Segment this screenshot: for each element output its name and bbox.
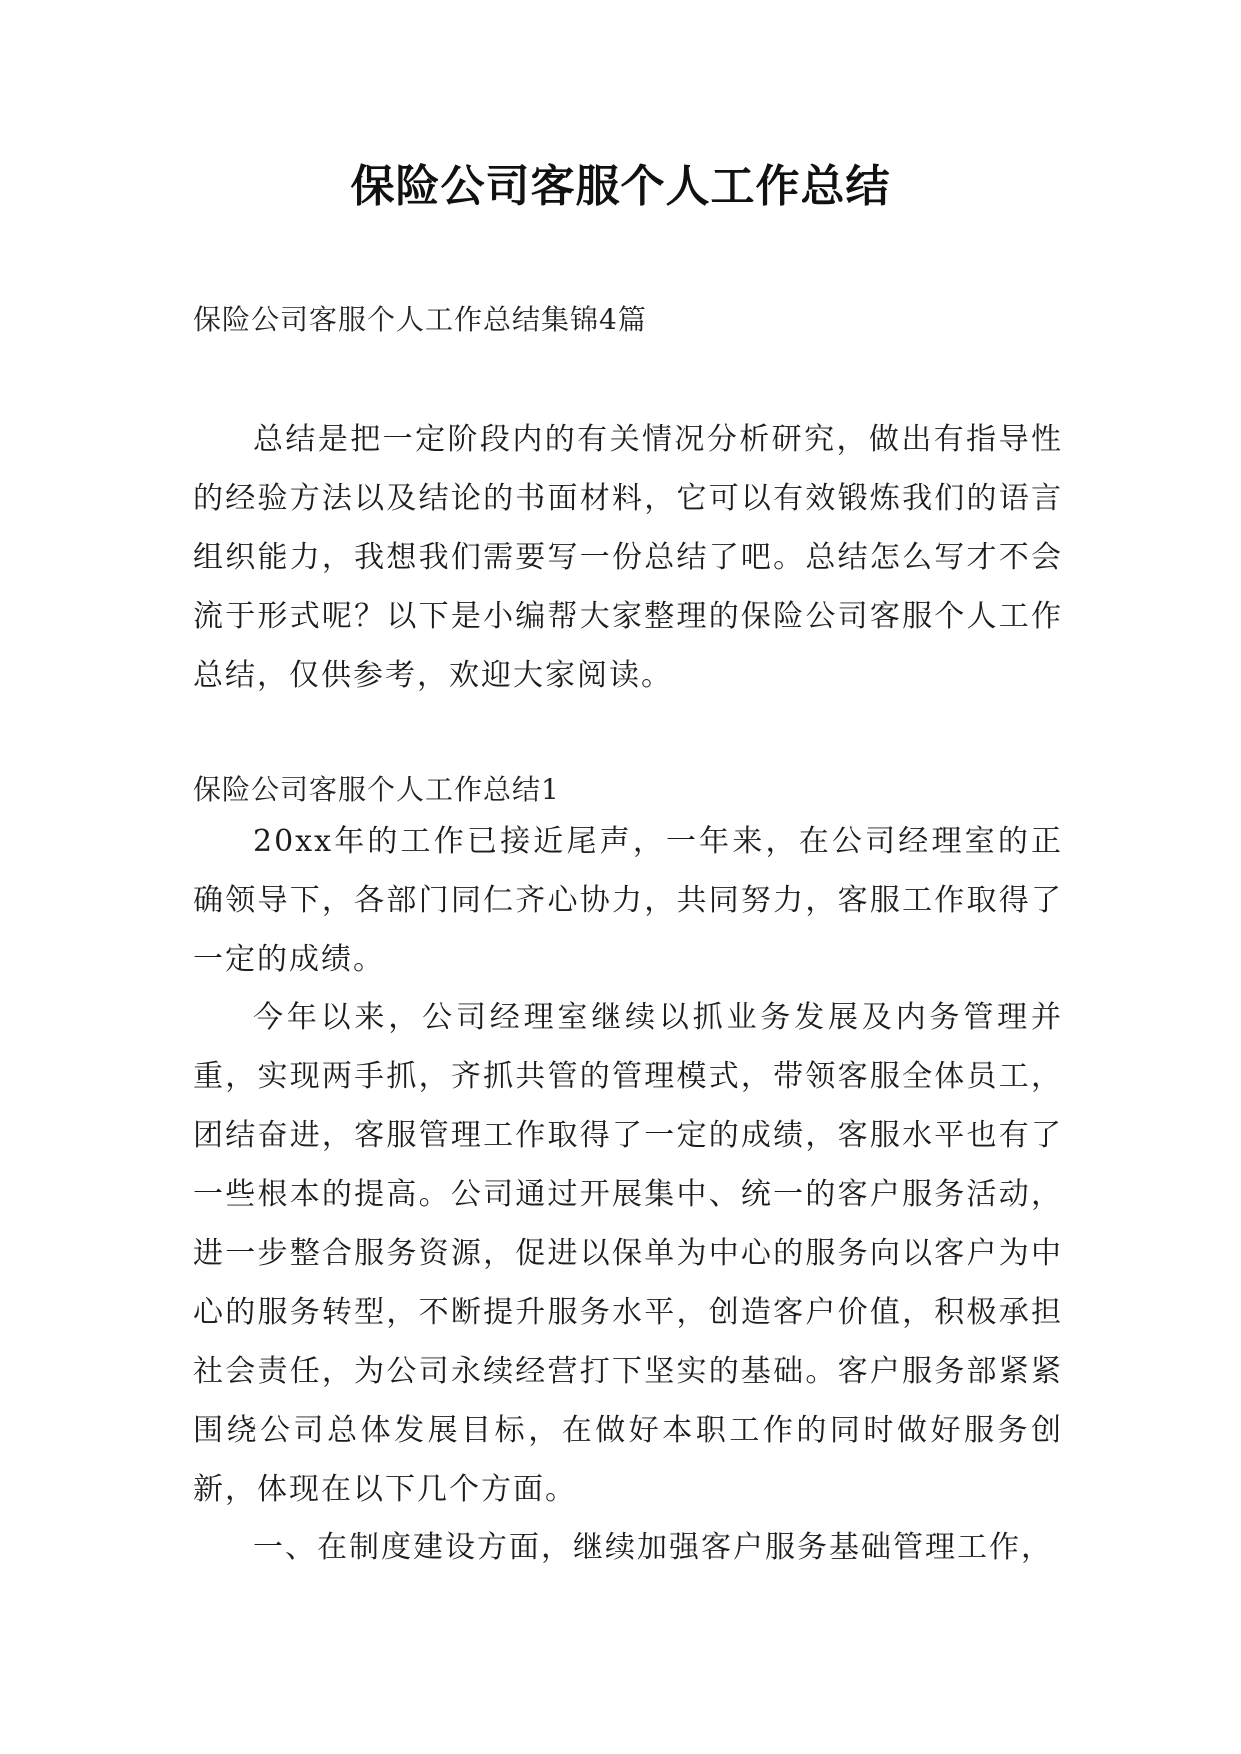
document-title: 保险公司客服个人工作总结 xyxy=(350,161,891,212)
intro-paragraph: 总结是把一定阶段内的有关情况分析研究，做出有指导性的经验方法以及结论的书面材料，它可以有效锻炼我们的语言组织能力，我想我们需要写一份总结了吧。总结怎么写才不会流于形式呢？以下是小编帮大家整理的保险公司客服个人工作总结，仅供参考，欢迎大家阅读。 xyxy=(193,422,1063,693)
body-paragraph-2: 今年以来，公司经理室继续以抓业务发展及内务管理并重，实现两手抓，齐抓共管的管理模式，带领客服全体员工，团结奋进，客服管理工作取得了一定的成绩，客服水平也有了一些根本的提高。公司通过开展集中、统一的客户服务活动，进一步整合服务资源，促进以保单为中心的服务向以客户为中心的服务转型，不断提升服务水平，创造客户价值，积极承担社会责任，为公司永续经营打下坚实的基础。客户服务部紧紧围绕公司总体发展目标，在做好本职工作的同时做好服务创新，体现在以下几个方面。 xyxy=(193,1000,1063,1507)
document-subtitle: 保险公司客服个人工作总结集锦4篇 xyxy=(193,303,647,336)
section-heading-1: 保险公司客服个人工作总结1 xyxy=(193,773,560,806)
body-paragraph-3: 一、在制度建设方面，继续加强客户服务基础管理工作， xyxy=(253,1530,1053,1565)
body-paragraph-1: 20xx年的工作已接近尾声，一年来，在公司经理室的正确领导下，各部门同仁齐心协力，共同努力，客服工作取得了一定的成绩。 xyxy=(193,824,1063,977)
